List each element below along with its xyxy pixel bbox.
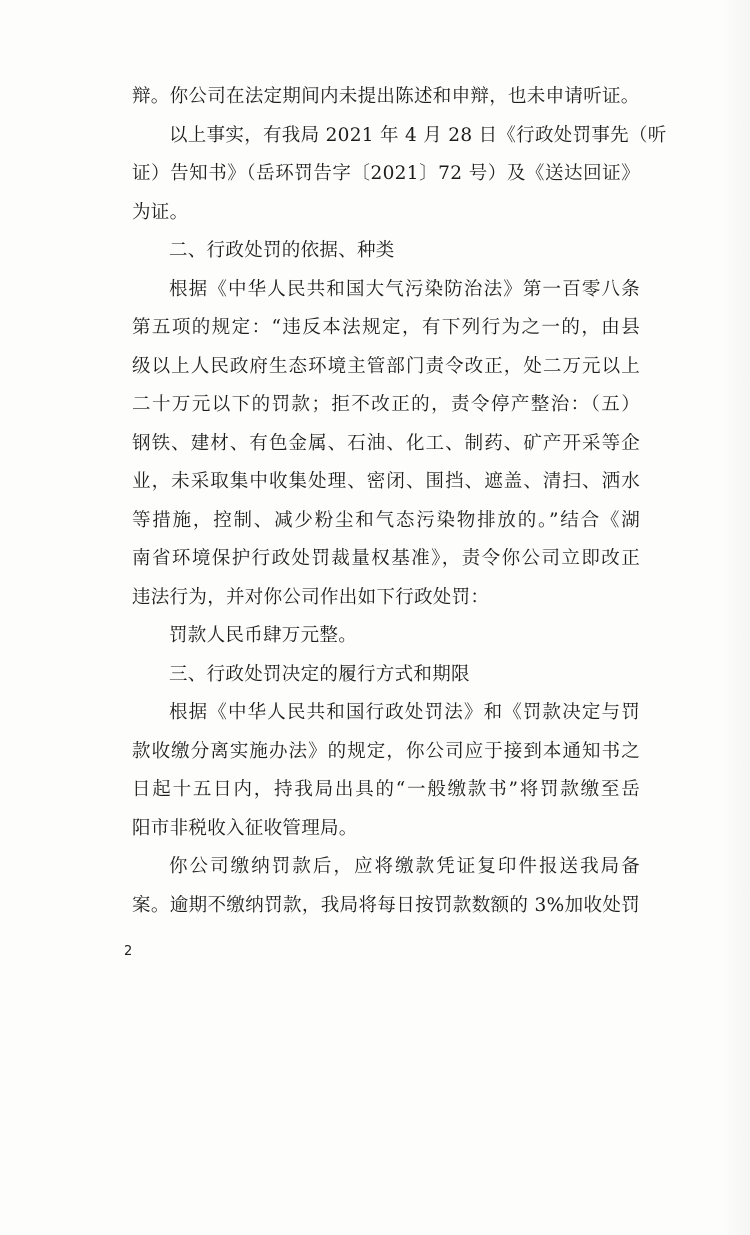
text-line: 你公司缴纳罚款后，应将缴款凭证复印件报送我局备 [169, 856, 640, 877]
document-body [132, 78, 667, 925]
page-number: 2 [124, 944, 133, 959]
text-line: 罚款人民币肆万元整。 [169, 625, 358, 646]
text-line: 案。逾期不缴纳罚款，我局将每日按罚款数额的 3%加收处罚 [132, 894, 640, 916]
text-line: 以上事实，有我局 2021 年 4 月 28 日《行政处罚事先（听 [169, 124, 667, 146]
text-line: 业，未采取集中收集处理、密闭、围挡、遮盖、清扫、洒水 [132, 471, 640, 492]
text-line: 根据《中华人民共和国大气污染防治法》第一百零八条 [169, 278, 640, 300]
text-line: 阳市非税收入征收管理局。 [132, 817, 358, 839]
text-line: 辩。你公司在法定期间内未提出陈述和申辩，也未申请听证。 [132, 86, 640, 107]
text-line: 证）告知书》（岳环罚告字〔2021〕72 号）及《送达回证》 [132, 163, 640, 184]
text-line: 款收缴分离实施办法》的规定，你公司应于接到本通知书之 [132, 740, 640, 762]
text-line: 第五项的规定：“违反本法规定，有下列行为之一的，由县 [132, 317, 640, 338]
text-line: 二十万元以下的罚款；拒不改正的，责令停产整治：（五） [132, 394, 640, 415]
text-line: 根据《中华人民共和国行政处罚法》和《罚款决定与罚 [169, 702, 640, 723]
text-line: 钢铁、建材、有色金属、石油、化工、制药、矿产开采等企 [132, 432, 640, 454]
text-line: 等措施，控制、减少粉尘和气态污染物排放的。”结合《湖 [132, 509, 640, 531]
text-line: 日起十五日内，持我局出具的“一般缴款书”将罚款缴至岳 [132, 779, 640, 800]
text-line: 级以上人民政府生态环境主管部门责令改正，处二万元以上 [132, 355, 640, 377]
text-line: 南省环境保护行政处罚裁量权基准》，责令你公司立即改正 [132, 548, 640, 569]
text-line: 为证。 [132, 201, 189, 223]
text-line: 违法行为，并对你公司作出如下行政处罚： [132, 586, 490, 608]
scan-edge-shade [722, 0, 750, 1235]
text-line: 三、行政处罚决定的履行方式和期限 [169, 663, 470, 685]
text-line: 二、行政处罚的依据、种类 [169, 240, 395, 261]
